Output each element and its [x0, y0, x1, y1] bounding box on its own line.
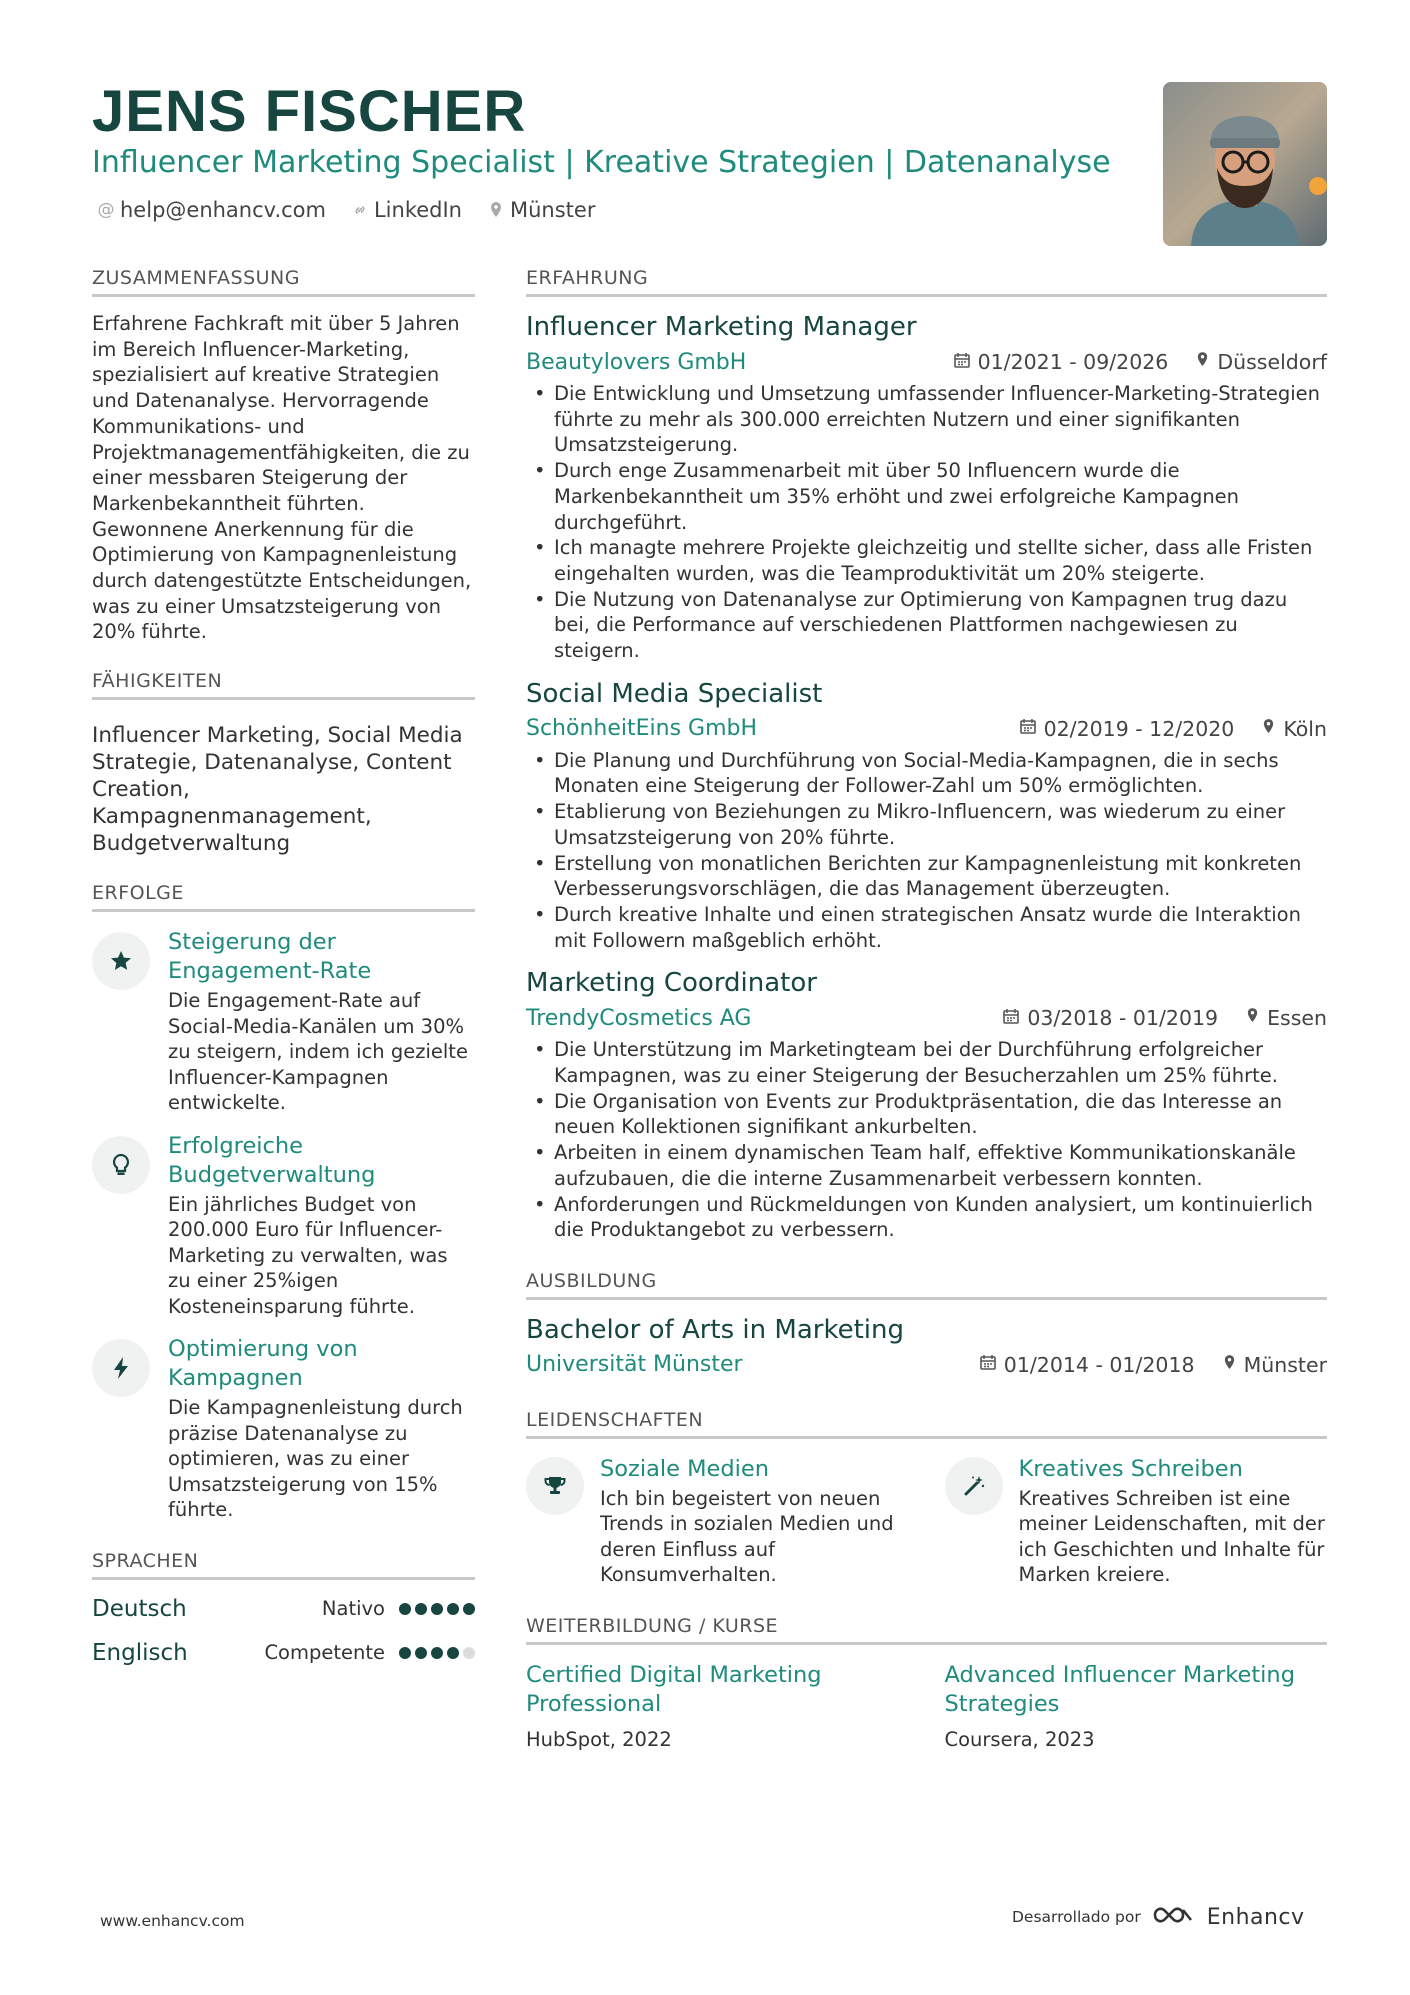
passion-title: Soziale Medien: [600, 1455, 770, 1482]
experience-heading: ERFAHRUNG: [526, 266, 1327, 297]
job-dates: 02/2019 - 12/2020: [1043, 716, 1235, 741]
job-location: Köln: [1283, 716, 1327, 741]
contact-row: [98, 196, 595, 224]
course-provider: Coursera, 2023: [944, 1727, 1095, 1751]
bullet-item: • Ich managte mehrere Projekte gleichzeitig und stellte sicher, dass alle Fristen eingehalten wurden, was die Teamproduktivität um 20% steigerte.: [526, 535, 1327, 586]
bullet-item: • Die Unterstützung im Marketingteam bei der Durchführung erfolgreicher Kampagnen, was zu einer Steigerung der Besucherzahlen um 25% führte.: [526, 1037, 1327, 1088]
achievement-description: Die Engagement-Rate auf Social-Media-Kanälen um 30% zu steigern, indem ich gezielte Influencer-Kampagnen entwickelte.: [168, 989, 468, 1115]
rating-dot-filled: [399, 1647, 411, 1659]
language-level: Competente: [264, 1641, 385, 1665]
job-dates: 03/2018 - 01/2019: [1027, 1006, 1219, 1031]
job-title: Influencer Marketing Manager: [526, 312, 917, 342]
location-pin-icon: [1246, 1007, 1259, 1029]
rating-dot-filled: [463, 1603, 475, 1615]
contact-email[interactable]: [98, 196, 326, 224]
magic-wand-icon: [945, 1457, 1003, 1515]
location-pin-icon: [488, 201, 504, 219]
calendar-icon: [980, 1354, 996, 1375]
language-rating: [399, 1603, 475, 1615]
job-entry: [526, 967, 1327, 1243]
calendar-icon: [1003, 1008, 1019, 1029]
bullet-item: • Durch kreative Inhalte und einen strategischen Ansatz wurde die Interaktion mit Followern maßgeblich erhöht.: [526, 902, 1327, 953]
job-title: Social Media Specialist: [526, 678, 823, 709]
job-location: Düsseldorf: [1217, 350, 1327, 374]
rating-dot-filled: [399, 1603, 411, 1615]
language-level: Nativo: [321, 1597, 385, 1621]
lightbulb-icon: [92, 1136, 150, 1194]
language-name: Englisch: [92, 1639, 188, 1666]
job-bullets: [526, 381, 1327, 664]
passion-description: Ich bin begeistert von neuen Trends in sozialen Medien und deren Einfluss auf Konsumverhalten.: [600, 1486, 894, 1587]
bullet-item: • Die Entwicklung und Umsetzung umfassender Influencer-Marketing-Strategien führte zu mehr als 300.000 erreichten Nutzern und einer signifikanten Umsatzsteigerung.: [526, 381, 1327, 458]
rating-dot-filled: [447, 1647, 459, 1659]
job-entry: [526, 311, 1327, 664]
rating-dot-filled: [447, 1603, 459, 1615]
location-pin-icon: [1196, 351, 1209, 373]
education-location: Münster: [1243, 1352, 1327, 1377]
trophy-icon: [526, 1457, 584, 1515]
job-location: Essen: [1267, 1006, 1327, 1031]
company-name: Beautylovers GmbH: [526, 349, 747, 375]
calendar-icon: [954, 352, 970, 373]
language-rating: [399, 1647, 475, 1659]
candidate-name: JENS FISCHER: [92, 79, 527, 144]
achievement-item: [92, 928, 475, 1116]
degree-title: Bachelor of Arts in Marketing: [526, 1314, 904, 1345]
bullet-item: • Die Nutzung von Datenanalyse zur Optimierung von Kampagnen trug dazu bei, die Performance auf verschiedenen Plattformen nachgewiesen zu steigern.: [526, 587, 1327, 664]
star-icon: [92, 932, 150, 990]
language-name: Deutsch: [92, 1595, 187, 1622]
course-item: [945, 1661, 1328, 1753]
passion-title: Kreatives Schreiben: [1018, 1455, 1243, 1482]
link-icon: [352, 202, 368, 218]
job-title: Marketing Coordinator: [526, 968, 817, 999]
achievement-description: Die Kampagnenleistung durch präzise Datenanalyse zu optimieren, was zu einer Umsatzsteigerung von 15% führte.: [168, 1396, 463, 1522]
location-pin-icon: [1223, 1354, 1236, 1376]
rating-dot-filled: [415, 1647, 427, 1659]
education-dates: 01/2014 - 01/2018: [1003, 1352, 1195, 1377]
job-bullets: [526, 748, 1327, 954]
lightning-icon: [92, 1339, 150, 1397]
courses-heading: WEITERBILDUNG / KURSE: [526, 1614, 1327, 1645]
school-name: Universität Münster: [526, 1352, 743, 1378]
course-title: Certified Digital Marketing Professional: [526, 1661, 822, 1717]
rating-dot-empty: [463, 1647, 475, 1659]
bullet-item: • Die Planung und Durchführung von Social-Media-Kampagnen, die in sechs Monaten eine Steigerung der Follower-Zahl um 50% ermöglichten.: [526, 748, 1327, 799]
achievement-item: [92, 1335, 475, 1523]
powered-by-text: Desarrollado por: [1012, 1908, 1141, 1926]
email-text: help@enhancv.com: [120, 198, 326, 222]
achievement-description: Ein jährliches Budget von 200.000 Euro für Influencer-Marketing zu verwalten, was zu einer 25%igen Kosteneinsparung führte.: [168, 1192, 448, 1318]
bullet-item: • Die Organisation von Events zur Produktpräsentation, die das Interesse an neuen Kollektionen signifikant ankurbelten.: [526, 1089, 1327, 1140]
education-heading: AUSBILDUNG: [526, 1269, 1327, 1300]
enhancv-logo-icon: [1151, 1904, 1197, 1930]
languages-heading: SPRACHEN: [92, 1549, 475, 1580]
company-name: SchönheitEins GmbH: [526, 716, 758, 742]
language-row: [92, 1638, 475, 1668]
job-entry: [526, 678, 1327, 954]
bullet-item: • Etablierung von Beziehungen zu Mikro-Influencern, was wiederum zu einer Umsatzsteigerung von 20% führte.: [526, 799, 1327, 850]
skills-heading: FÄHIGKEITEN: [92, 669, 475, 700]
left-column: [92, 266, 475, 1668]
location-text: Münster: [510, 198, 596, 222]
contact-location: [488, 196, 595, 224]
passion-description: Kreatives Schreiben ist eine meiner Leidenschaften, mit der ich Geschichten und Inhalte für Marken kreiere.: [1018, 1486, 1325, 1587]
contact-linkedin[interactable]: [352, 196, 462, 224]
linkedin-text: LinkedIn: [373, 198, 462, 222]
achievement-item: [92, 1132, 475, 1320]
education-entry: [526, 1314, 1327, 1380]
calendar-icon: [1020, 718, 1036, 739]
course-title: Advanced Influencer Marketing Strategies: [944, 1661, 1295, 1717]
right-column: [526, 266, 1327, 1753]
achievement-title: Optimierung von Kampagnen: [168, 1336, 358, 1392]
course-provider: HubSpot, 2022: [526, 1727, 672, 1751]
passion-item: [526, 1455, 909, 1588]
candidate-title: Influencer Marketing Specialist | Kreative Strategien | Datenanalyse: [92, 145, 1111, 180]
rating-dot-filled: [431, 1603, 443, 1615]
rating-dot-filled: [415, 1603, 427, 1615]
company-name: TrendyCosmetics AG: [526, 1005, 752, 1031]
bullet-item: • Erstellung von monatlichen Berichten zur Kampagnenleistung mit konkreten Verbesserungsvorschlägen, die das Management überzeugten.: [526, 851, 1327, 902]
bullet-item: • Durch enge Zusammenarbeit mit über 50 Influencern wurde die Markenbekanntheit um 35% erhöht und zwei erfolgreiche Kampagnen durchgeführt.: [526, 458, 1327, 535]
at-icon: @: [97, 200, 115, 220]
passion-item: [945, 1455, 1328, 1588]
passions-heading: LEIDENSCHAFTEN: [526, 1408, 1327, 1439]
footer-branding[interactable]: [1012, 1904, 1305, 1930]
location-pin-icon: [1262, 718, 1275, 740]
profile-photo: [1163, 82, 1327, 246]
achievement-title: Steigerung der Engagement-Rate: [168, 929, 372, 985]
achievement-title: Erfolgreiche Budgetverwaltung: [168, 1132, 376, 1188]
achievements-heading: ERFOLGE: [92, 881, 475, 912]
bullet-item: • Arbeiten in einem dynamischen Team half, effektive Kommunikationskanäle aufzubauen, die die interne Zusammenarbeit verbessern konnten.: [526, 1140, 1327, 1191]
footer-website[interactable]: www.enhancv.com: [100, 1912, 245, 1930]
brand-name: Enhancv: [1206, 1904, 1305, 1930]
skills-text: Influencer Marketing, Social Media Strategie, Datenanalyse, Content Creation, Kampagnenmanagement, Budgetverwaltung: [92, 723, 463, 857]
summary-heading: ZUSAMMENFASSUNG: [92, 266, 475, 297]
course-item: [526, 1661, 909, 1753]
job-dates: 01/2021 - 09/2026: [977, 350, 1169, 374]
language-row: [92, 1594, 475, 1624]
bullet-item: • Anforderungen und Rückmeldungen von Kunden analysiert, um kontinuierlich die Produktangebot zu verbessern.: [526, 1192, 1327, 1243]
summary-text: Erfahrene Fachkraft mit über 5 Jahren im Bereich Influencer-Marketing, spezialisiert auf kreative Strategien und Datenanalyse. Hervorragende Kommunikations- und Projektmanagementfähigkeiten, die zu einer messbaren Steigerung der Markenbekanntheit führten. Gewonnene Anerkennung für die Optimierung von Kampagnenleistung durch datengestützte Entscheidungen, was zu einer Umsatzsteigerung von 20% führte.: [92, 312, 472, 644]
job-bullets: [526, 1037, 1327, 1243]
rating-dot-filled: [431, 1647, 443, 1659]
